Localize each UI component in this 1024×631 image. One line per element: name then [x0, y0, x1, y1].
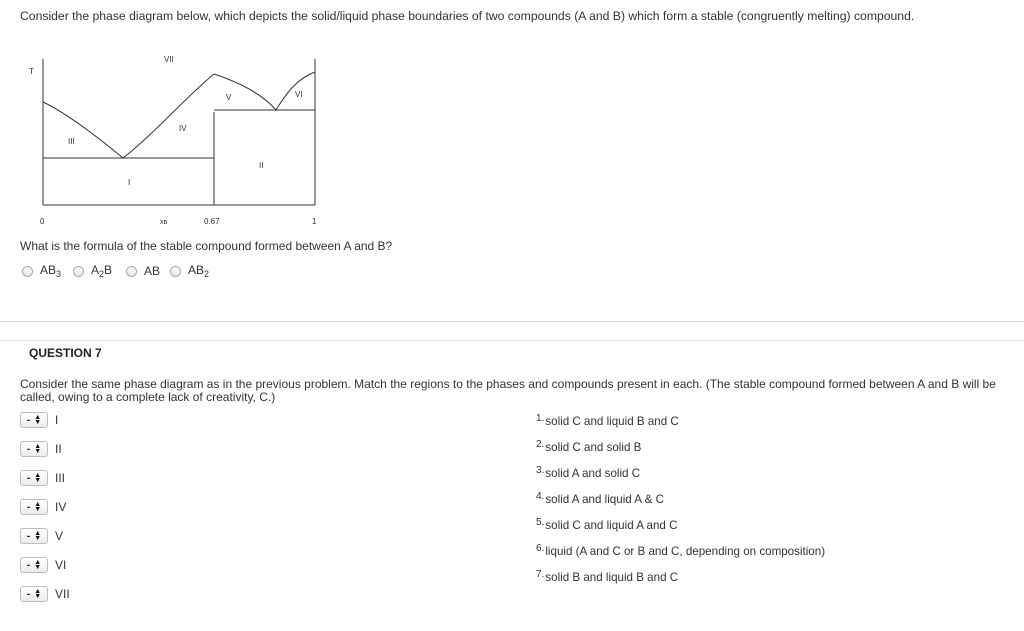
question-intro: Consider the phase diagram below, which depicts the solid/liquid phase boundaries of two compounds (A and B) which form a stable (congruently melting) compound. — [20, 9, 915, 23]
question-7-title: QUESTION 7 — [29, 346, 102, 360]
radio-button[interactable] — [22, 266, 33, 277]
option-label: $AB_2$ — [188, 263, 210, 279]
region-label: VI — [55, 558, 67, 572]
option-ab2[interactable] — [170, 262, 209, 280]
option-label: $A_2B$ — [91, 263, 113, 279]
sort-arrows-icon: ▲ ▼ — [34, 530, 42, 542]
radio-button[interactable] — [170, 266, 181, 277]
match-row-iv — [20, 497, 66, 517]
region-label: IV — [55, 500, 67, 514]
question-divider — [0, 340, 1024, 341]
answer-option-5: 5.solid C and liquid A and C — [536, 517, 678, 532]
match-row-v — [20, 526, 63, 546]
region-i-label: I — [128, 178, 131, 187]
match-select-iii[interactable]: - ▲ ▼ — [20, 470, 48, 486]
match-select-vi[interactable]: - ▲ ▼ — [20, 557, 48, 573]
match-row-i — [20, 410, 58, 430]
region-vii-label: VII — [164, 55, 174, 64]
answer-option-2: 2.solid C and solid B — [536, 439, 642, 454]
region-iii-label: III — [68, 137, 75, 146]
match-select-i[interactable]: - ▲ ▼ — [20, 412, 48, 428]
answer-option-3: 3.solid A and solid C — [536, 465, 641, 480]
x-tick-1: 1 — [312, 217, 317, 226]
answer-option-1: 1.solid C and liquid B and C — [536, 413, 679, 428]
match-select-ii[interactable]: - ▲ ▼ — [20, 441, 48, 457]
answer-option-4: 4.solid A and liquid A & C — [536, 491, 664, 506]
x-tick-xb: xʙ — [160, 219, 168, 226]
answer-option-6: 6.liquid (A and C or B and C, depending on composition) — [536, 543, 826, 558]
region-label: VII — [55, 587, 70, 601]
sort-arrows-icon: ▲ ▼ — [34, 472, 42, 484]
region-label: III — [55, 471, 66, 485]
sort-arrows-icon: ▲ ▼ — [34, 443, 42, 455]
region-iv-label: IV — [179, 124, 187, 133]
y-axis-label: T — [29, 67, 34, 76]
region-label: II — [55, 442, 62, 456]
option-label: AB — [144, 264, 161, 278]
sort-arrows-icon: ▲ ▼ — [34, 559, 42, 571]
question-7-prompt: Consider the same phase diagram as in the previous problem. Match the regions to the phases and compounds present in each. (The stable compound formed between A and B will be called, owing to a complete lack of creativity, C.) — [20, 377, 996, 404]
match-row-vi — [20, 555, 66, 575]
sort-arrows-icon: ▲ ▼ — [34, 588, 42, 600]
phase-diagram — [24, 54, 334, 234]
match-select-v[interactable]: - ▲ ▼ — [20, 528, 48, 544]
question-divider — [0, 321, 1024, 322]
question-6-prompt: What is the formula of the stable compound formed between A and B? — [20, 239, 393, 253]
radio-button[interactable] — [126, 266, 137, 277]
region-v-label: V — [226, 93, 232, 102]
x-tick-067: 0.67 — [204, 217, 220, 226]
region-label: V — [55, 529, 64, 543]
liquidus-curve — [43, 72, 315, 158]
sort-arrows-icon: ▲ ▼ — [34, 414, 42, 426]
option-ab3[interactable] — [22, 262, 61, 280]
region-vi-label: VI — [295, 90, 303, 99]
match-select-iv[interactable]: - ▲ ▼ — [20, 499, 48, 515]
option-label: $AB_3$ — [40, 263, 62, 279]
x-tick-0: 0 — [40, 217, 45, 226]
match-select-vii[interactable]: - ▲ ▼ — [20, 586, 48, 602]
option-ab[interactable] — [126, 262, 160, 280]
region-ii-label: II — [259, 161, 264, 170]
match-row-ii — [20, 439, 62, 459]
option-a2b[interactable] — [73, 262, 112, 280]
match-row-iii — [20, 468, 65, 488]
radio-button[interactable] — [73, 266, 84, 277]
match-row-vii — [20, 584, 70, 604]
answer-option-7: 7.solid B and liquid B and C — [536, 569, 679, 584]
region-label: I — [55, 413, 59, 427]
sort-arrows-icon: ▲ ▼ — [34, 501, 42, 513]
